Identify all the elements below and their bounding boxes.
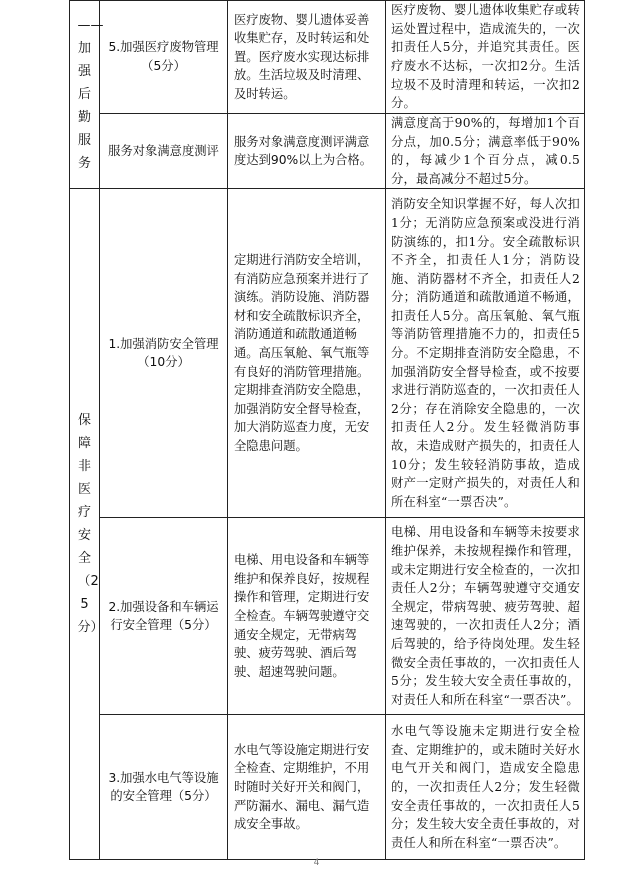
standard-cell: 服务对象满意度测评满意度达到90%以上为合格。	[228, 114, 386, 189]
standard-cell: 水电气等设施定期进行安全检查、定期维护，不用时随时关好开关和阀门，严防漏水、漏电、漏气造成安全事故。	[228, 715, 386, 860]
assessment-table	[69, 0, 585, 860]
page-number: 4	[313, 858, 320, 868]
standard-cell: 定期进行消防安全培训，有消防应急预案并进行了演练。消防设施、消防器材和安全疏散标识齐全，消防通道和疏散通道畅通。高压氧舱、氧气瓶等有良好的消防管理措施。定期排查消防安全隐患，加强消防安全督导检查，加大消防巡查力度，无安全隐患问题。	[228, 189, 386, 518]
table-row	[70, 1, 585, 114]
rule-cell: 消防安全知识掌握不好，每人次扣1分；无消防应急预案或没进行消防演练的，扣1分。安全疏散标识不齐全，扣责任人1分；消防设施、消防器材不齐全，扣责任人2分；消防通道和疏散通道不畅通，扣责任人5分。高压氧舱、氧气瓶等消防管理措施不力的，扣责任5分。不定期排查消防安全隐患，不加强消防安全督导检查，或不按要求进行消防巡查的，一次扣责任人2分；存在消除安全隐患的，一次扣责任人2分。发生轻微消防事故，未造成财产损失的，扣责任人10分；发生较轻消防事故，造成财产一定财产损失的，对责任人和所在科室“一票否决”。	[386, 189, 585, 518]
table-row	[70, 114, 585, 189]
rule-cell: 满意度高于90%的，每增加1个百分点，加0.5分；满意率低于90%的，每减少1个百分点，减0.5分，最高减分不超过5分。	[386, 114, 585, 189]
table-row	[70, 189, 585, 518]
item-cell: 1.加强消防安全管理（10分）	[100, 189, 228, 518]
item-cell: 3.加强水电气等设施的安全管理（5分）	[100, 715, 228, 860]
standard-cell: 医疗废物、婴儿遗体妥善收集贮存，及时转运和处置。医疗废水实现达标排放。生活垃圾及时清理、及时转运。	[228, 1, 386, 114]
table-row	[70, 518, 585, 715]
category-label: ——加强后勤服务	[77, 18, 104, 172]
rule-cell: 水电气等设施未定期进行安全检查、定期维护的，或未随时关好水电气开关和阀门，造成安全隐患的，一次扣责任人2分；发生轻微安全责任事故的，一次扣责任人5分；发生较大安全责任事故的，对责任人和所在科室“一票否决”。	[386, 715, 585, 860]
rule-cell: 医疗废物、婴儿遗体收集贮存或转运处置过程中，造成流失的，一次扣责任人5分，并追究其责任。医疗废水不达标，一次扣2分。生活垃圾不及时清理和转运，一次扣2分。	[386, 1, 585, 114]
item-cell: 服务对象满意度测评	[100, 114, 228, 189]
category-cell-logistics	[70, 1, 104, 189]
category-cell-safety	[70, 189, 104, 860]
standard-cell: 电梯、用电设备和车辆等维护和保养良好，按规程操作和管理，定期进行安全检查。车辆驾驶遵守交通安全规定，无带病驾驶、疲劳驾驶、酒后驾驶、超速驾驶问题。	[228, 518, 386, 715]
category-label: 保障非医疗安全（25分）	[77, 413, 104, 636]
item-cell: 5.加强医疗废物管理（5分）	[100, 1, 228, 114]
rule-cell: 电梯、用电设备和车辆等未按要求维护保养，未按规程操作和管理，或未定期进行安全检查的，一次扣责任人2分；车辆驾驶遵守交通安全规定，带病驾驶、疲劳驾驶、超速驾驶的，一次扣责任人2分；酒后驾驶的，给予待岗处理。发生轻微安全责任事故的，一次扣责任人5分；发生较大安全责任事故的，对责任人和所在科室“一票否决”。	[386, 518, 585, 715]
table-row	[70, 715, 585, 860]
item-cell: 2.加强设备和车辆运行安全管理（5分）	[100, 518, 228, 715]
